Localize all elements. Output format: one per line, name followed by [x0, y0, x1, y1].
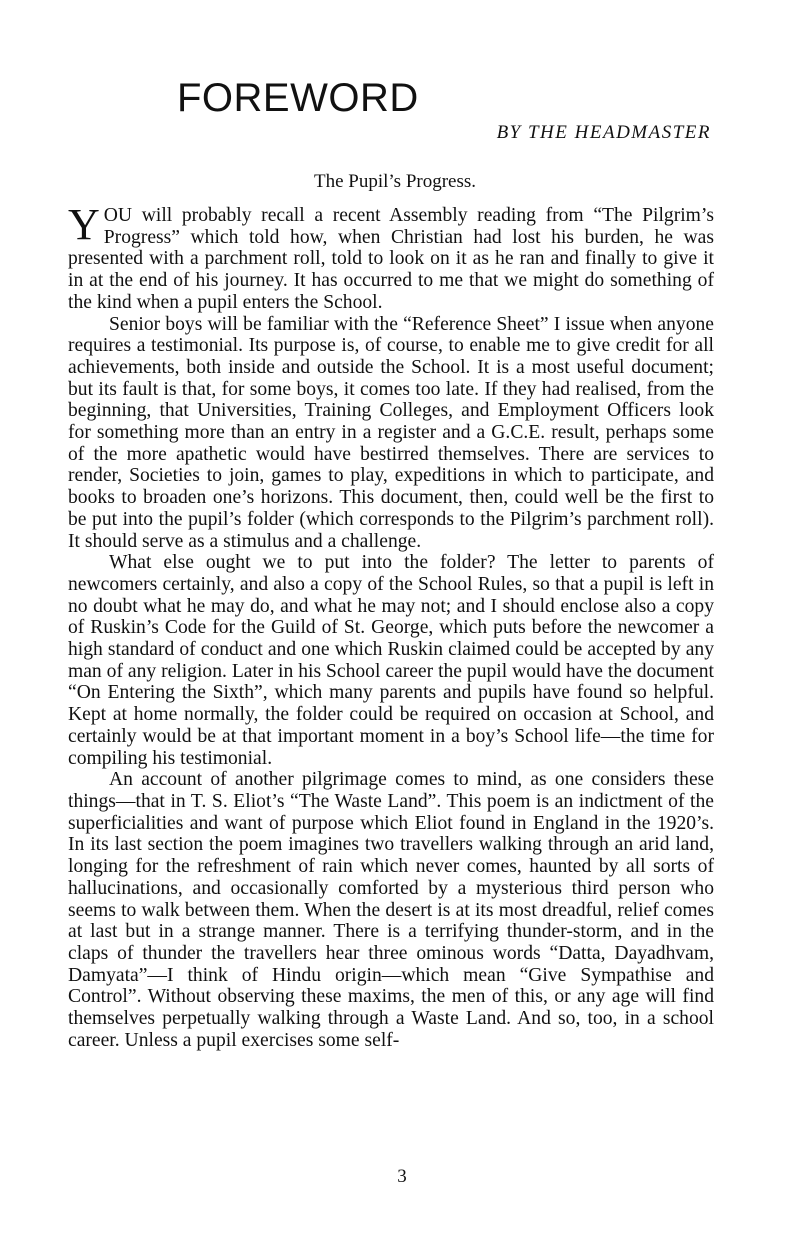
page-title: FOREWORD: [177, 76, 419, 120]
byline: BY THE HEADMASTER: [496, 122, 711, 143]
paragraph-3: What else ought we to put into the folder? The letter to parents of newcomers certainly, and also a copy of the School Rules, so that a pupil is left in no doubt what he may do, and what he may not; and I should enclose also a copy of Ruskin’s Code for the Guild of St. George, which puts before the newcomer a high standard of conduct and one which Ruskin claimed could be accepted by any man of any religion. Later in his School career the pupil would have the document “On Entering the Sixth”, which many parents and pupils have found so helpful. Kept at home normally, the folder could be required on occasion at School, and certainly would be at that important moment in a boy’s School life—the time for compiling his testimonial.: [68, 552, 714, 769]
body-text: [68, 200, 714, 1051]
paragraph-2: Senior boys will be familiar with the “Reference Sheet” I issue when anyone requires a testimonial. Its purpose is, of course, to enable me to give credit for all achievements, both inside and outside the School. It is a most useful document; but its fault is that, for some boys, it comes too late. If they had realised, from the beginning, that Universities, Training Colleges, and Employment Officers look for something more than an entry in a register and a G.C.E. result, perhaps some of the more apathetic would have bestirred themselves. There are services to render, Societies to join, games to play, expeditions in which to participate, and books to broaden one’s horizons. This document, then, could well be the first to be put into the pupil’s folder (which corresponds to the Pilgrim’s parchment roll). It should serve as a stimulus and a challenge.: [68, 313, 714, 552]
paragraph-1-text: OU will probably recall a recent Assembly reading from “The Pilgrim’s Progress” which told how, when Christian had lost his burden, he was presented with a parchment roll, told to look on it as he ran and finally to give it in at the end of his journey. It has occurred to me that we might do something of the kind when a pupil enters the School.: [68, 205, 714, 313]
subtitle: The Pupil’s Progress.: [313, 171, 477, 192]
paragraph-4: An account of another pilgrimage comes to mind, as one considers these things—that in T. S. Eliot’s “The Waste Land”. This poem is an indictment of the superficialities and want of purpose which Eliot found in England in the 1920’s. In its last section the poem imagines two travellers walking through an arid land, longing for the refreshment of rain which never comes, haunted by all sorts of hallucinations, and occasionally comforted by a mysterious third person who seems to walk between them. When the desert is at its most dreadful, relief comes at last but in a strange manner. There is a terrifying thunder-storm, and in the claps of thunder the travellers hear three ominous words “Datta, Dayadhvam, Damyata”—I think of Hindu origin—which mean “Give Sympathise and Control”. Without observing these maxims, the men of this, or any age will find themselves perpetually walking through a Waste Land. And so, too, in a school career. Unless a pupil exercises some self-: [68, 769, 714, 1051]
page-number: 3: [397, 1166, 407, 1187]
drop-cap: Y: [68, 200, 100, 249]
paragraph-1: [68, 200, 714, 314]
subtitle-wrapper: [0, 169, 804, 195]
